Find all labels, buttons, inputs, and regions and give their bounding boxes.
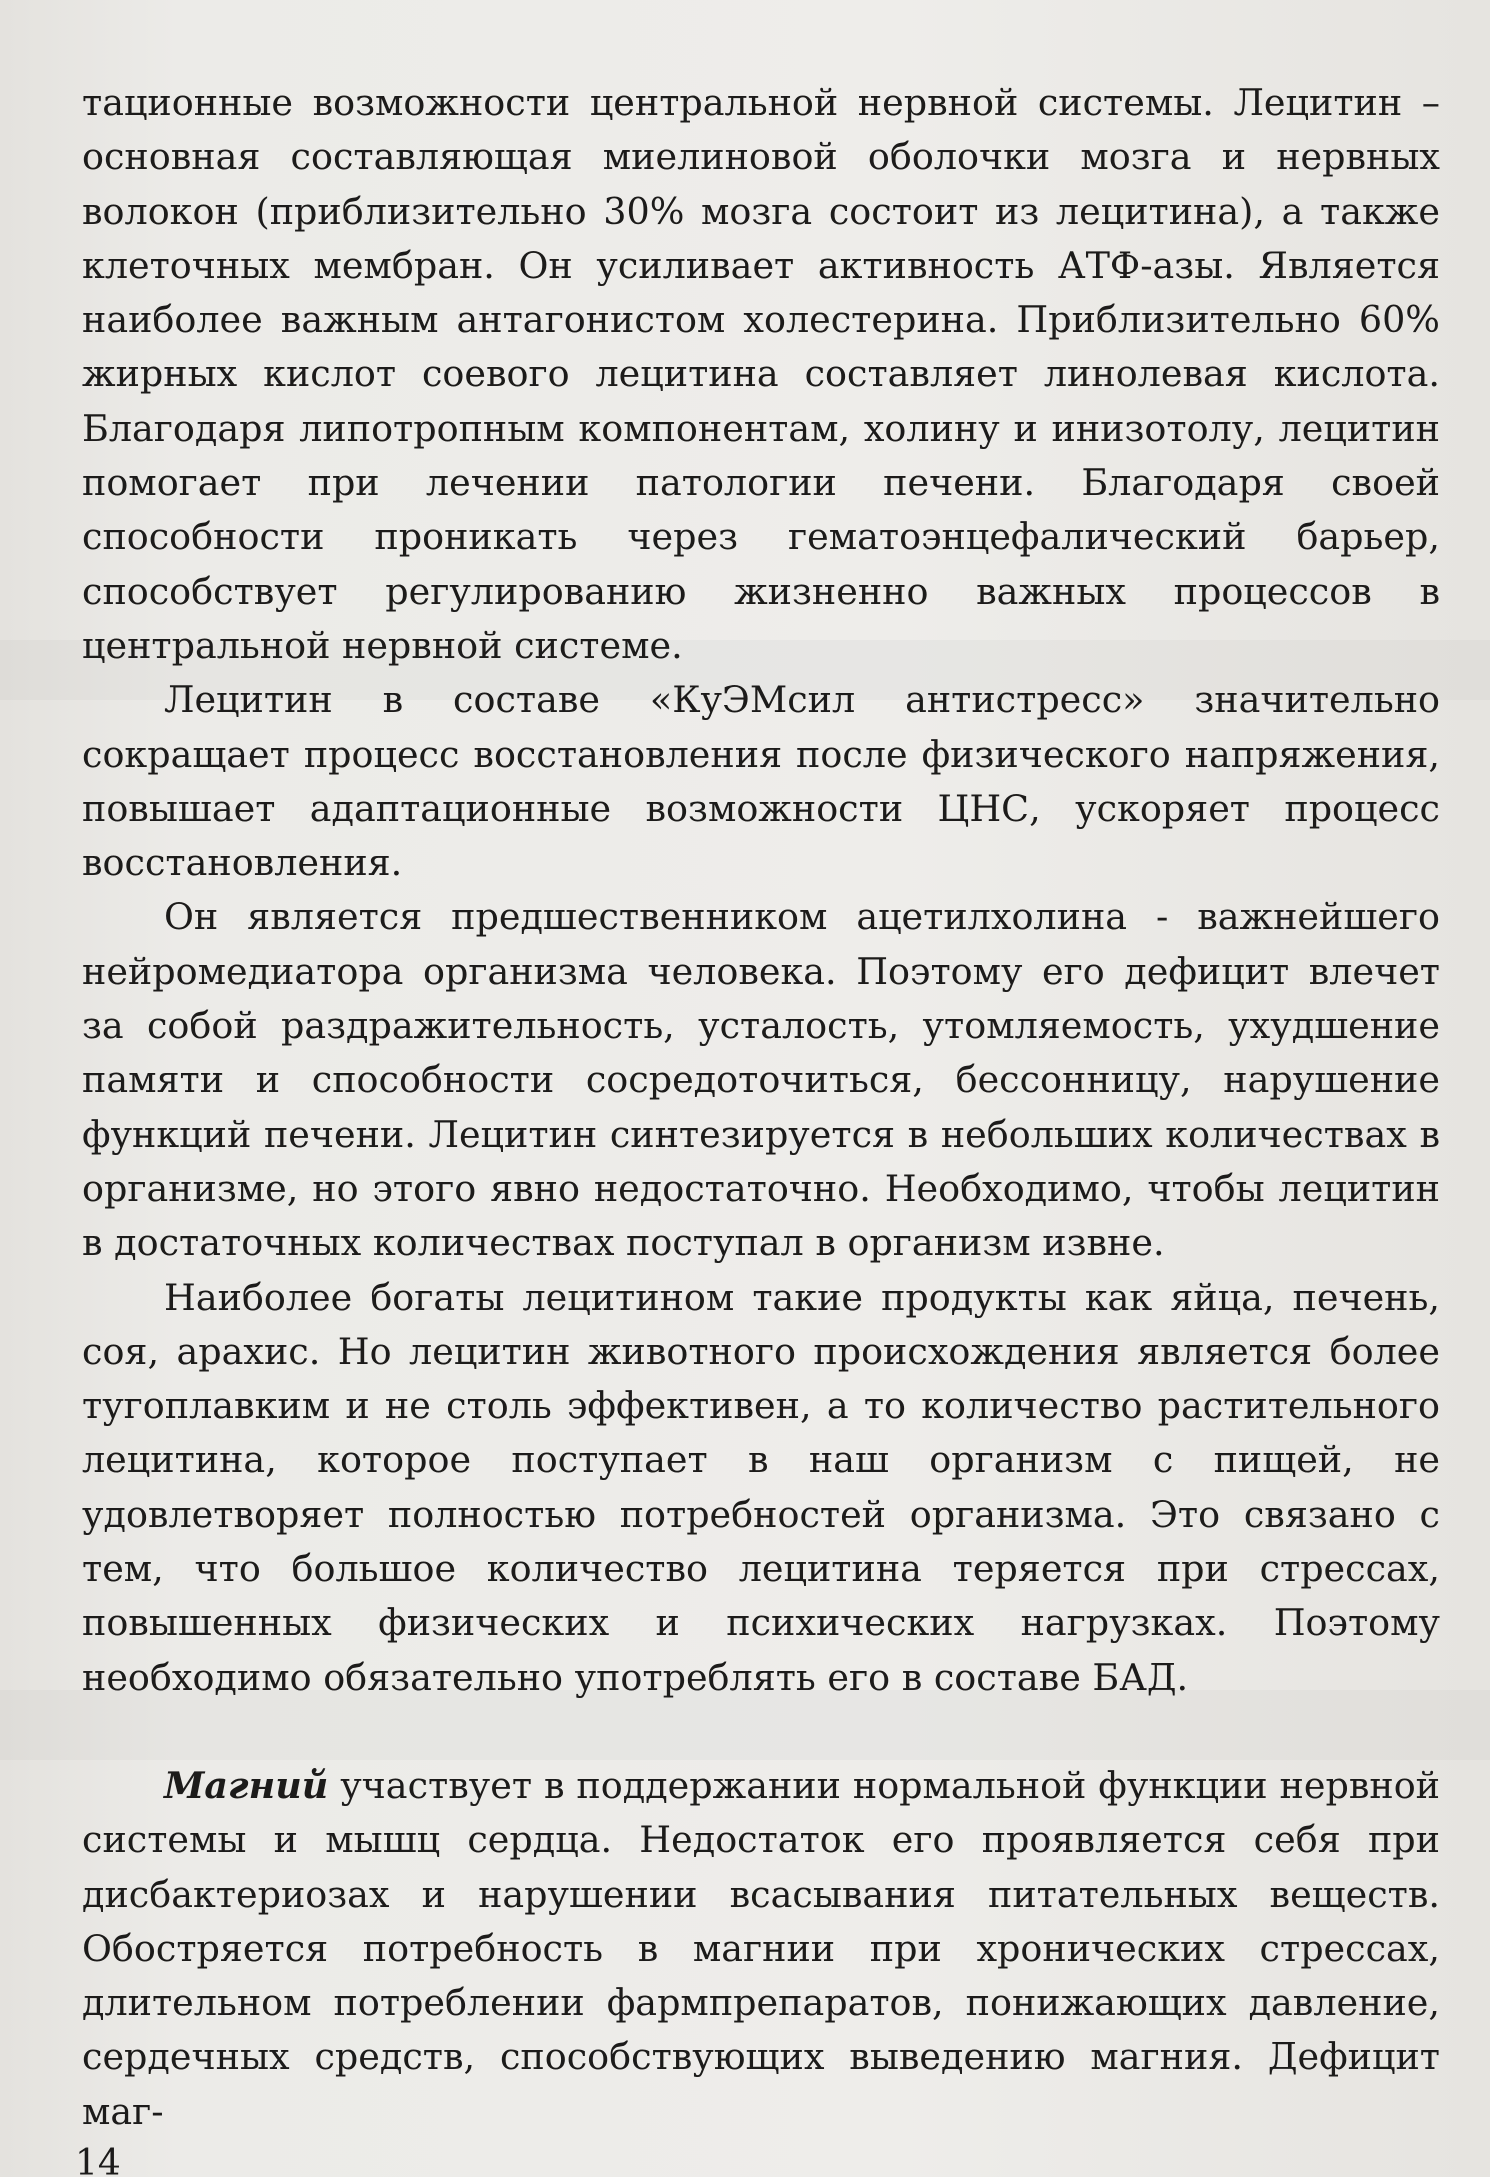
paragraph: Лецитин в составе «КуЭМсил антистресс» значительно сокращает процесс восстановления после физического напряжения, повышает адаптационные возможности ЦНС, ускоряет процесс восстановления. [82, 678, 1440, 885]
page-number: 14 [75, 2143, 121, 2177]
paragraph: Наиболее богаты лецитином такие продукты как яйца, печень, соя, арахис. Но лецитин животного происхождения является более тугоплавким и не столь эффективен, а то количество растительного лецитина, которое поступает в наш организм с пищей, не удовлетворяет полностью потребностей организма. Это связано с тем, что большое количество лецитина теряется при стрессах, повышенных физических и психических нагрузках. Поэтому необходимо обязательно употреблять его в составе БАД. [82, 1275, 1440, 1699]
paragraph: тационные возможности центральной нервной системы. Лецитин – основная составляющая миелиновой оболочки мозга и нервных волокон (приблизительно 30% мозга состоит из лецитина), а также клеточных мембран. Он усиливает активность АТФ-азы. Является наиболее важным антагонистом холестерина. Приблизительно 60% жирных кислот соевого лецитина составляет линолевая кислота. Благодаря липотропным компонентам, холину и инизотолу, лецитин помогает при лечении патологии печени. Благодаря своей способности проникать через гематоэнцефалический барьер, способствует регулированию жизненно важных процессов в центральной нервной системе. [82, 81, 1440, 667]
magnesium-text: участвует в поддержании нормальной функции нервной системы и мышц сердца. Недостаток его проявляется себя при дисбактериозах и нарушении всасывания питательных веществ. Обостряется потребность в магнии при хронических стрессах, длительном потреблении фармпрепаратов, понижающих давление, сердечных средств, способствующих выведению магния. Дефицит маг- [82, 1763, 1440, 2133]
term-magnesium: Магний [164, 1763, 329, 1807]
body-text [82, 76, 1440, 2139]
paragraph-magnesium [82, 1759, 1440, 2139]
paragraph: Он является предшественником ацетилхолина - важнейшего нейромедиатора организма человека. Поэтому его дефицит влечет за собой раздражительность, усталость, утомляемость, ухудшение памяти и способности сосредоточиться, бессонницу, нарушение функций печени. Лецитин синтезируется в небольших количествах в организме, но этого явно недостаточно. Необходимо, чтобы лецитин в достаточных количествах поступал в организм извне. [82, 895, 1440, 1265]
section-gap [82, 1705, 1440, 1759]
